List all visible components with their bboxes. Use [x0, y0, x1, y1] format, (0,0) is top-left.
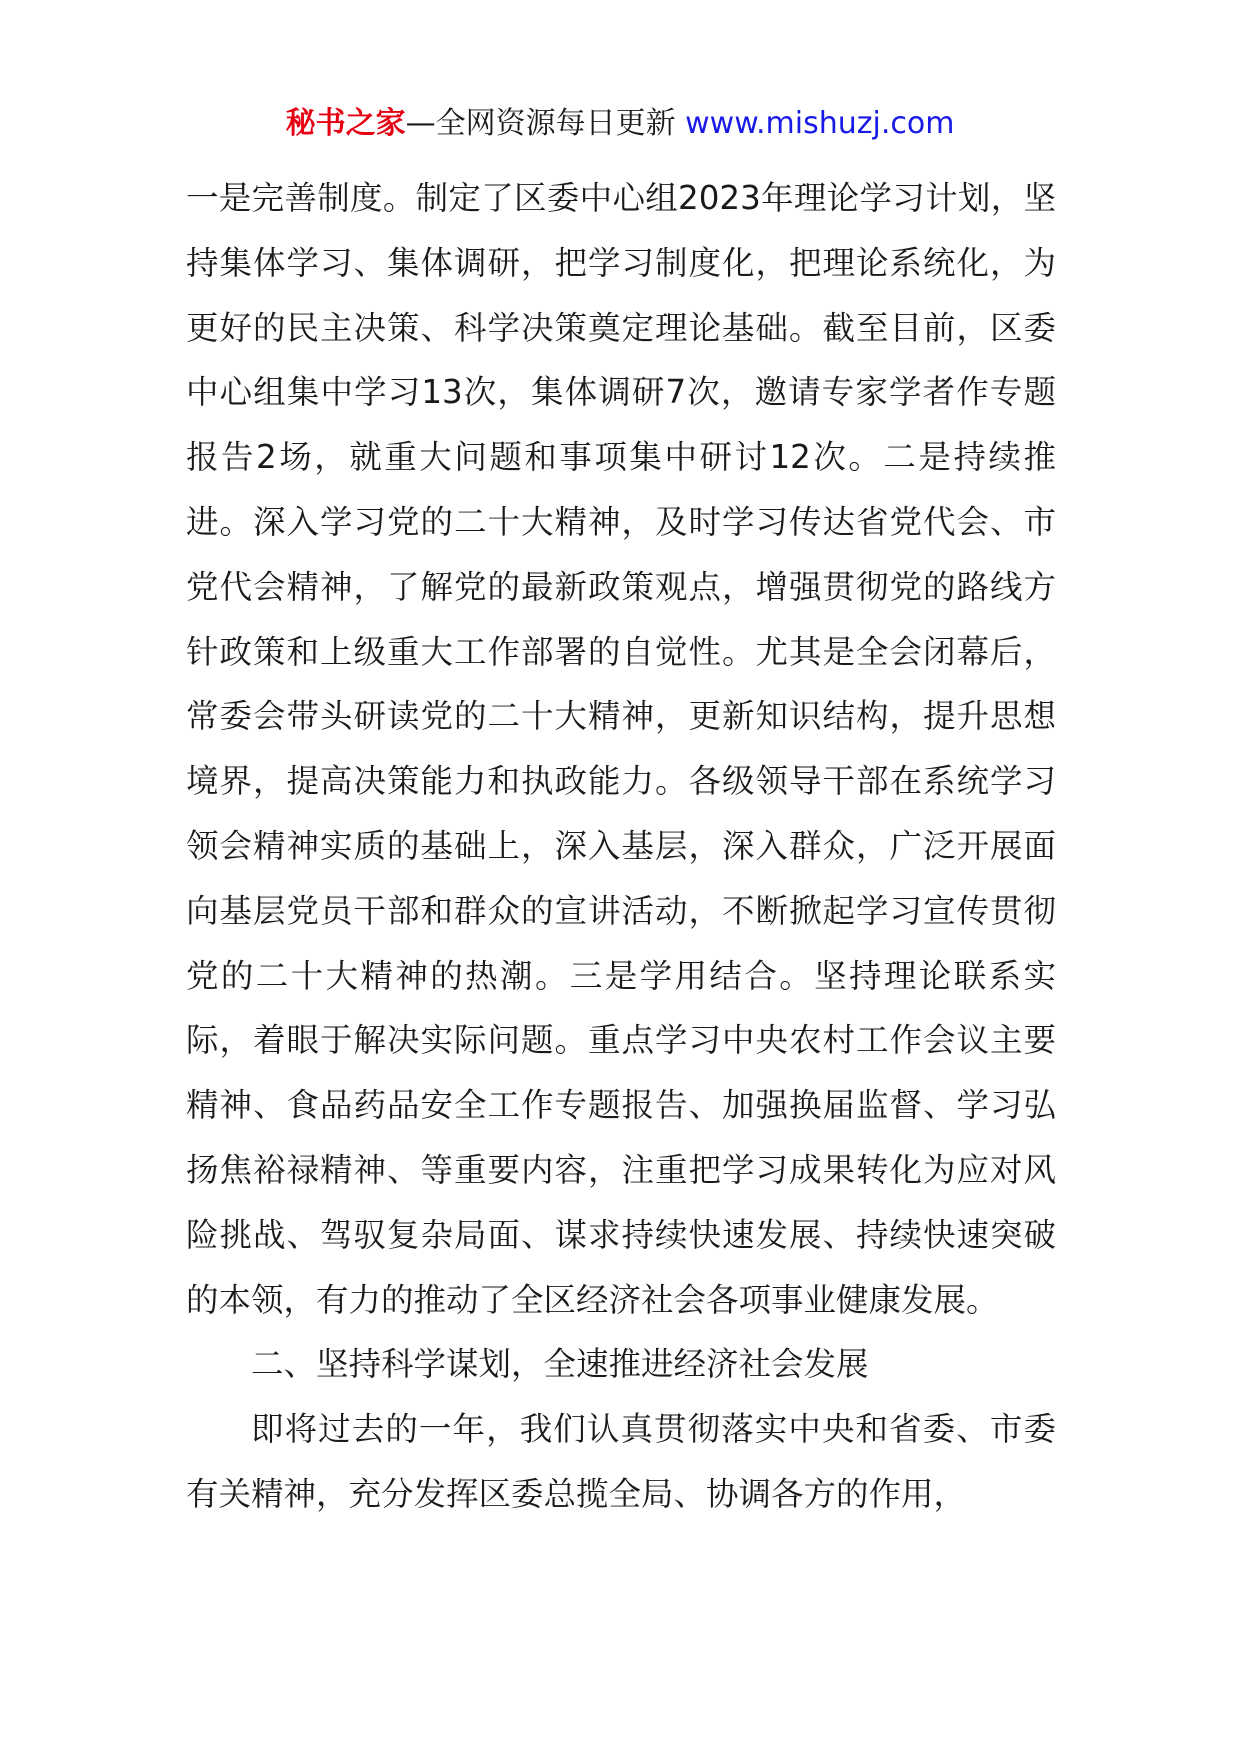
section-heading: 二、坚持科学谋划，全速推进经济社会发展: [251, 1345, 869, 1384]
document-body: [186, 166, 1056, 1527]
brand-name: 秘书之家: [285, 106, 406, 141]
body-paragraph: 即将过去的一年，我们认真贯彻落实中央和省委、市委有关精神，充分发挥区委总揽全局、协调各方的作用，: [186, 1410, 1056, 1513]
brand-tagline: —全网资源每日更新: [405, 106, 676, 141]
watermark-header: [0, 104, 1240, 144]
site-url-link[interactable]: www.mishuzj.com: [685, 106, 955, 141]
body-paragraph: 一是完善制度。制定了区委中心组2023年理论学习计划，坚持集体学习、集体调研，把学习制度化，把理论系统化，为更好的民主决策、科学决策奠定理论基础。截至目前，区委中心组集中学习13次，集体调研7次，邀请专家学者作专题报告2场，就重大问题和事项集中研讨12次。二是持续推进。深入学习党的二十大精神，及时学习传达省党代会、市党代会精神，了解党的最新政策观点，增强贯彻党的路线方针政策和上级重大工作部署的自觉性。尤其是全会闭幕后，常委会带头研读党的二十大精神，更新知识结构，提升思想境界，提高决策能力和执政能力。各级领导干部在系统学习领会精神实质的基础上，深入基层，深入群众，广泛开展面向基层党员干部和群众的宣讲活动，不断掀起学习宣传贯彻党的二十大精神的热潮。三是学用结合。坚持理论联系实际，着眼于解决实际问题。重点学习中央农村工作会议主要精神、食品药品安全工作专题报告、加强换届监督、学习弘扬焦裕禄精神、等重要内容，注重把学习成果转化为应对风险挑战、驾驭复杂局面、谋求持续快速发展、持续快速突破的本领，有力的推动了全区经济社会各项事业健康发展。: [186, 179, 1056, 1319]
